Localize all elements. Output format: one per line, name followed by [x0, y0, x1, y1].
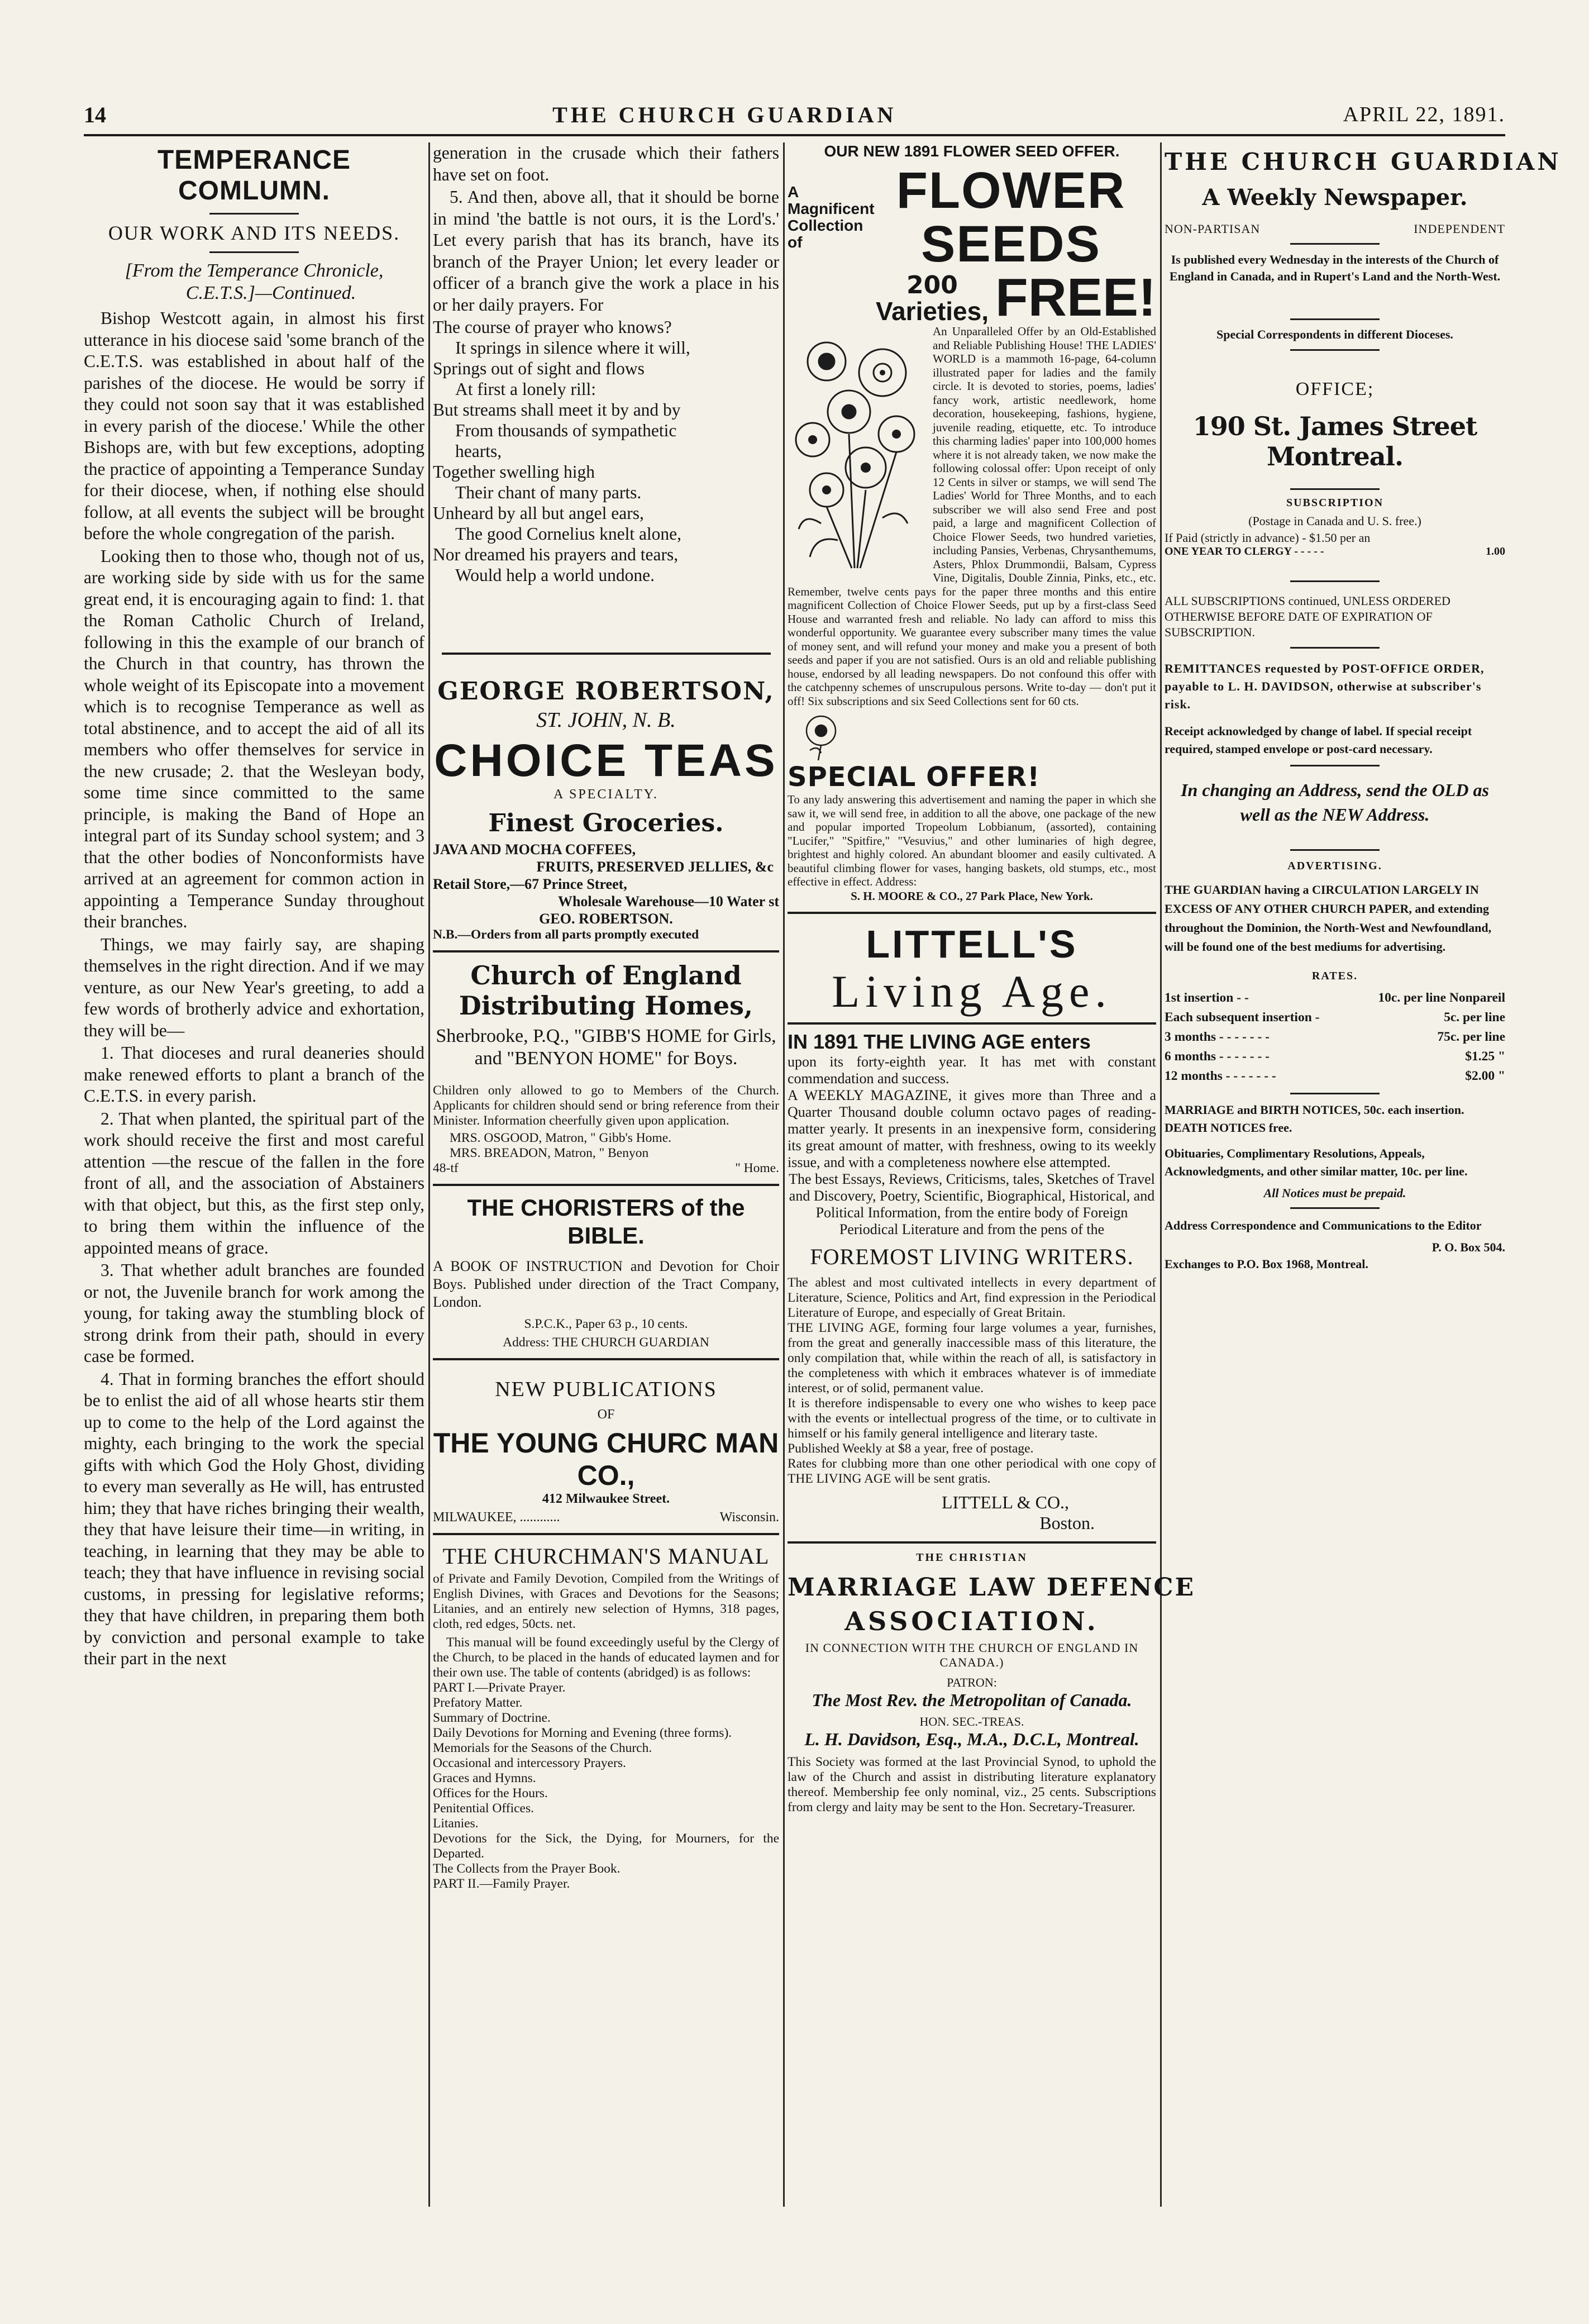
divider: [1290, 349, 1380, 351]
divider: [1290, 488, 1380, 490]
ad-text: Sherbrooke, P.Q., "GIBB'S HOME for Girls, and "BENYON HOME" for Boys.: [436, 1026, 776, 1069]
publication-info: Is published every Wednesday in the interests of the Church of England in Canada, and in Rupert's Land and the North-West.: [1169, 253, 1501, 283]
rate-label: Each subsequent insertion -: [1165, 1010, 1320, 1025]
ad-text: Children only allowed to go to Members of the Church. Applicants for children should send or bring reference from their Minister. Information cheerfully given upon application.: [433, 1083, 779, 1128]
divider: [1290, 1207, 1380, 1209]
divider: [1290, 318, 1380, 320]
article-paragraph: 2. That when planted, the spiritual part of the work should receive the first and most careful attention —the rescue of the fallen in the fore front of all, and the association of Abstainers with that object, but this, as the first step only, to bring them within the influence of the appointed means of grace.: [84, 1108, 424, 1258]
rate-label: 3 months - - - - - - -: [1165, 1030, 1270, 1044]
advertiser-name: GEORGE ROBERTSON,: [437, 677, 775, 706]
ad-headline: FOREMOST LIVING WRITERS.: [810, 1244, 1134, 1269]
rates-label: RATES.: [1311, 970, 1358, 982]
ad-text: It is therefore indispensable to every one who wishes to keep pace with the events or intellectual progress of the time, or to cultivate in himself or his family general intelligence and literary taste.: [788, 1396, 1156, 1441]
poem-line: The course of prayer who knows?: [433, 317, 672, 337]
ad-headline-free: FREE!: [995, 268, 1156, 327]
ad-text: IN CONNECTION WITH THE CHURCH OF ENGLAND IN CANADA.): [805, 1640, 1139, 1669]
ad-text: Published Weekly at $8 a year, free of postage.: [788, 1441, 1034, 1456]
temperance-subheading: OUR WORK AND ITS NEEDS.: [108, 222, 400, 244]
ad-line: Retail Store,—67 Prince Street,: [433, 876, 627, 892]
ad-address: S. H. MOORE & CO., 27 Park Place, New York.: [851, 889, 1093, 903]
paper-name: THE CHURCH GUARDIAN: [1165, 148, 1562, 175]
rate-row: [1165, 1008, 1505, 1027]
poem: [433, 317, 779, 585]
contents-item: Memorials for the Seasons of the Church.: [433, 1741, 652, 1755]
ad-text: This Society was formed at the last Provincial Synod, to uphold the law of the Church and assist in distributing literature explanatory thereof. Membership fee only nominal, viz., 25 cents. Subscriptions from clergy and laity may be sent to the Hon. Secretary-Treasurer.: [788, 1754, 1156, 1815]
temperance-heading: TEMPERANCE COMLUMN.: [157, 145, 351, 206]
nonpartisan-label: NON-PARTISAN: [1165, 222, 1261, 236]
obituary-rates: Obituaries, Complimentary Resolutions, Appeals, Acknowledgments, and other similar matter, 10c. per line.: [1165, 1146, 1468, 1178]
poem-line: Unheard by all but angel ears,: [433, 503, 644, 523]
column-rule: [783, 142, 785, 2207]
ad-line: GEO. ROBERTSON.: [539, 911, 673, 927]
ad-text: Address: THE CHURCH GUARDIAN: [503, 1335, 709, 1350]
ad-text: This manual will be found exceedingly useful by the Clergy of the Church, to be placed in the hands of educated laymen and for their own use. The table of contents (abridged) is as follows:: [433, 1635, 779, 1680]
office-label: OFFICE;: [1295, 379, 1375, 399]
ad-body: To any lady answering this advertisement and naming the paper in which she saw it, we will send free, in addition to all the above, one package of the new and popular imported Tropeolum Lobbianum, (assorted), containing "Lucifer," "Spitfire," "Vesuvius," and other luminaries of high degree, brightest and highly colored. An abundant bloomer and easily cultivated. A beautiful climbing flower for vases, hanging baskets, old stumps, etc., most effective in effect. Address:: [788, 793, 1156, 888]
divider: [788, 1541, 1156, 1544]
clergy-rate-label: ONE YEAR TO CLERGY - - - - -: [1165, 545, 1324, 558]
ad-text: upon its forty-eighth year. It has met with constant commendation and success.: [788, 1053, 1156, 1087]
ad-text: THE LIVING AGE, forming four large volumes a year, furnishes, from the great and generally inaccessible mass of this literature, the only compilation that, while within the reach of all, is satisfactory in the completeness with which it embraces whatever is of immediate interest, or of solid, permanent value.: [788, 1320, 1156, 1396]
address-change-note: In changing an Address, send the OLD as well as the NEW Address.: [1181, 780, 1489, 825]
divider: [433, 1358, 779, 1360]
rate-label: 1st insertion - -: [1165, 990, 1249, 1005]
masthead: [84, 95, 1505, 136]
ad-label: HON. SEC.-TREAS.: [919, 1714, 1024, 1728]
ad-text: Varieties,: [875, 297, 989, 326]
poem-line: It springs in silence where it will,: [455, 338, 690, 358]
ad-headline: CHOICE TEAS: [434, 735, 778, 786]
ad-headline: MARRIAGE LAW DEFENCE: [788, 1573, 1195, 1602]
column-rule: [428, 142, 430, 2207]
contents-item: Prefatory Matter.: [433, 1696, 523, 1710]
ad-text: THE CHRISTIAN: [916, 1551, 1028, 1564]
temperance-article: [84, 308, 424, 1670]
ad-text: MRS. BREADON, Matron, " Benyon: [450, 1146, 649, 1160]
publications-ad: [433, 1377, 779, 1525]
column-rule: [1160, 142, 1162, 2207]
divider: [1290, 765, 1380, 766]
ad-text: L. H. Davidson, Esq., M.A., D.C.L, Montreal.: [804, 1728, 1139, 1749]
poem-line: The good Cornelius knelt alone,: [455, 524, 682, 544]
ad-count: 200: [906, 271, 958, 299]
contents-list: [433, 1680, 779, 1892]
ad-text: A WEEKLY MAGAZINE, it gives more than Three and a Quarter Thousand double column octavo pages of reading-matter yearly. It presents in an inexpensive form, considering its great amount of matter, with freshness, owing to its weekly issue, and with a completeness nowhere else attempted.: [788, 1087, 1156, 1170]
office-address: 190 St. James Street Montreal.: [1192, 411, 1477, 472]
ad-headline: LITTELL'S: [866, 922, 1078, 966]
rate-label: 6 months - - - - - - -: [1165, 1049, 1270, 1064]
flower-seed-ad: [788, 142, 1156, 904]
rate-row: [1165, 1027, 1505, 1047]
ad-text: MILWAUKEE, ............: [433, 1510, 560, 1525]
ad-signature: LITTELL & CO.,: [941, 1492, 1070, 1512]
divider: [1290, 243, 1380, 245]
article-paragraph: Bishop Westcott again, in almost his first utterance in his diocese said 'some branch of the C.E.T.S. was established in about half of the parishes of the diocese. He would be sorry if they could not soon say that it was established in every parish of the diocese.' While the other Bishops are, with but few exceptions, adopting the practice of appointing a Temperance Sunday for their diocese, when, if nothing else should follow, at all events the subject will be brought before the whole congregation of the parish.: [84, 308, 424, 543]
ad-code: 48-tf: [433, 1161, 459, 1175]
article-paragraph: 3. That whether adult branches are founded or not, the Juvenile branch for work among the young, for taking away the stumbling block of strong drink from their path, should in every case be formed.: [84, 1260, 424, 1366]
poem-line: Springs out of sight and flows: [433, 359, 645, 378]
rate-value: $2.00 ": [1465, 1069, 1505, 1083]
ad-text: OF: [597, 1407, 615, 1422]
advertising-info: THE GUARDIAN having a CIRCULATION LARGELY IN EXCESS OF ANY OTHER CHURCH PAPER, and extending throughout the Dominion, the North-West and Newfoundland, will be found one of the best mediums for advertising.: [1165, 883, 1492, 954]
poem-line: Their chant of many parts.: [455, 483, 642, 502]
flower-bouquet-illustration: [788, 328, 927, 574]
ad-headline: ASSOCIATION.: [844, 1606, 1099, 1636]
manual-ad: [433, 1543, 779, 1892]
contents-item: PART II.—Family Prayer.: [433, 1877, 570, 1891]
poem-line: Would help a world undone.: [455, 565, 655, 585]
rates-table: [1165, 988, 1505, 1086]
rate-label: 12 months - - - - - - -: [1165, 1069, 1276, 1083]
rate-value: 5c. per line: [1444, 1010, 1505, 1025]
littell-ad: [788, 922, 1156, 1534]
article-paragraph: Looking then to those who, though not of us, are working side by side with us for the same great end, it is encouraging again to find: 1. that the Roman Catholic Church of Ireland, following in this the example of our branch of the Church in that country, has thrown the whole weight of its Episcopate into a movement which is to recognise Temperance as well as total abstinence, and to accept the aid of all its members who offer themselves for service in the new crusade; 2. that the Wesleyan body, some time since committed to the same principle, is making the Band of Hope an integral part of its Sunday school system; and 3 that the other bodies of Nonconformists have arrived at an agreement for common action in appointing a Temperance Sunday throughout their branches.: [84, 546, 424, 931]
contents-item: Summary of Doctrine.: [433, 1711, 551, 1725]
ad-body: An Unparalleled Offer by an Old-Established and Reliable Publishing House! THE LADIES' WORLD is a mammoth 16-page, 64-column illustrated paper for ladies and the family circle. It is devoted to stories, poems, ladies' fancy work, artistic needlework, home decoration, housekeeping, fashions, hygiene, juvenile reading, etiquette, etc. To introduce this charming ladies' paper into 100,000 homes where it is not already taken, we now make the following colossal offer: Upon receipt of only 12 Cents in silver or stamps, we will send The Ladies' World for Three Months, and to each subscriber we will also send Free and post paid, a large and magnificent Collection of Choice Flower Seeds, two hundred varieties, including Pansies, Verbenas, Chrysanthemums, Asters, Phlox Drummondii, Balsam, Cypress Vine, Digitalis, Double Zinnia, Pinks, etc., etc. Remember, twelve cents pays for the paper three months and this entire magnificent Collection of Choice Flower Seeds, put up by a first-class Seed House and warranted fresh and reliable. No lady can afford to miss this wonderful opportunity. We guarantee every subscriber many times the value of money sent, and will refund your money and make you a present of both seeds and paper if you are not satisfied. Ours is an old and reliable publishing house, endorsed by all leading newspapers. Do not confound this offer with the catchpenny schemes of unscrupulous persons. Write to-day — don't put it off! Six subscriptions and six Seed Collections sent for 60 cts.: [788, 325, 1156, 708]
contents-item: Litanies.: [433, 1816, 479, 1831]
po-box: P. O. Box 504.: [1431, 1240, 1505, 1254]
column-three: [788, 142, 1195, 2207]
divider: [433, 1533, 779, 1535]
correspondence-address: Address Correspondence and Communications to the Editor: [1165, 1218, 1482, 1232]
ad-headline: FLOWER SEEDS: [896, 162, 1126, 273]
divider: [433, 950, 779, 953]
contents-item: Graces and Hymns.: [433, 1771, 536, 1785]
poem-line: From thousands of sympathetic: [455, 421, 677, 440]
divider: [1290, 1093, 1380, 1094]
rate-value: $1.25 ": [1465, 1049, 1505, 1064]
ad-text: " Home.: [735, 1161, 779, 1175]
receipt-info: Receipt acknowledged by change of label. If special receipt required, stamped envelope or post-card necessary.: [1165, 724, 1472, 756]
divider: [209, 213, 299, 215]
ad-text: The Most Rev. the Metropolitan of Canada.: [812, 1689, 1132, 1710]
article-paragraph: 1. That dioceses and rural deaneries should make renewed efforts to plant a branch of the C.E.T.S. in every parish.: [84, 1043, 424, 1106]
ad-headline: NEW PUBLICATIONS: [495, 1378, 717, 1401]
column-four: [1165, 142, 1562, 2207]
ad-line: FRUITS, PRESERVED JELLIES, &c: [536, 859, 774, 875]
marriage-law-ad: [788, 1551, 1195, 1815]
divider: [1290, 647, 1380, 649]
rate-value: 75c. per line: [1437, 1030, 1505, 1044]
contents-item: Occasional and intercessory Prayers.: [433, 1756, 626, 1770]
contents-item: Daily Devotions for Morning and Evening (three forms).: [433, 1726, 732, 1740]
rate-value: 10c. per line Nonpareil: [1378, 990, 1505, 1005]
subscription-terms: ALL SUBSCRIPTIONS continued, UNLESS ORDERED OTHERWISE BEFORE DATE OF EXPIRATION OF SUBSCRIPTION.: [1165, 594, 1450, 639]
ad-line: JAVA AND MOCHA COFFEES,: [433, 841, 636, 858]
ad-label: PATRON:: [947, 1675, 997, 1689]
ad-headline: Living Age.: [832, 965, 1112, 1017]
ad-headline: THE YOUNG CHURC MAN CO.,: [433, 1427, 779, 1491]
ad-text: S.P.C.K., Paper 63 p., 10 cents.: [524, 1317, 688, 1331]
divider: [433, 1184, 779, 1186]
clergy-rate-value: 1.00: [1486, 545, 1505, 558]
independent-label: INDEPENDENT: [1414, 222, 1505, 236]
special-offer-heading: SPECIAL OFFER!: [788, 761, 1041, 793]
ad-headline: Church of England Distributing Homes,: [459, 960, 753, 1021]
poem-line: But streams shall meet it by and by: [433, 400, 681, 420]
ad-offer-line: OUR NEW 1891 FLOWER SEED OFFER.: [824, 142, 1120, 160]
divider: [209, 251, 299, 253]
ad-text: MRS. OSGOOD, Matron, " Gibb's Home.: [450, 1131, 672, 1145]
prepaid-note: All Notices must be prepaid.: [1263, 1186, 1406, 1200]
ad-lead: IN 1891 THE LIVING AGE enters: [788, 1030, 1091, 1053]
ad-text: 412 Milwaukee Street.: [542, 1492, 670, 1506]
divider: [788, 912, 1156, 914]
divider: [442, 653, 771, 655]
robertson-ad: [433, 677, 779, 942]
issue-date: APRIL 22, 1891.: [1343, 103, 1505, 126]
correspondents-info: Special Correspondents in different Dioceses.: [1216, 327, 1453, 341]
poem-line: At first a lonely rill:: [455, 379, 596, 399]
ad-text: A BOOK OF INSTRUCTION and Devotion for Choir Boys. Published under direction of the Tract Company, London.: [433, 1258, 779, 1310]
ad-subheadline: Finest Groceries.: [488, 809, 724, 837]
paper-title: THE CHURCH GUARDIAN: [552, 102, 897, 127]
advertising-label: ADVERTISING.: [1287, 860, 1382, 872]
exchanges-address: Exchanges to P.O. Box 1968, Montreal.: [1165, 1257, 1368, 1271]
ad-line: Wholesale Warehouse—10 Water st: [557, 893, 779, 909]
article-paragraph: 4. That in forming branches the effort should be to enlist the aid of all whose hearts stir them up to come to the help of the Lord against the mighty, each bringing to the work the special gifts with which God the Holy Ghost, dividing to every man severally as He will, has entrusted him; they that have riches bringing their wealth, they that have leisure their time—in writing, in teaching, in learning that they may be able to teach; they that have influence in revising social customs, in pressing for legislative reforms; they that have children, in preparing them both by conviction and personal example to take their part in the next: [84, 1369, 424, 1668]
article-paragraph: 5. And then, above all, that it should be borne in mind 'the battle is not ours, it is the Lord's.' Let every parish that has its branch, have its branch of the Prayer Union; let every leader or officer of a branch give the work a place in his or her daily prayers. For: [433, 187, 779, 315]
contents-item: Devotions for the Sick, the Dying, for Mourners, for the Departed.: [433, 1831, 779, 1861]
paper-tagline: A Weekly Newspaper.: [1202, 184, 1468, 211]
article-continuation: [433, 142, 779, 316]
ad-subline: A SPECIALTY.: [553, 787, 659, 802]
poem-line: Nor dreamed his prayers and tears,: [433, 545, 679, 564]
rate-row: [1165, 1066, 1505, 1086]
continuation-text: generation in the crusade which their fathers have set on foot.: [433, 143, 779, 184]
contents-item: The Collects from the Prayer Book.: [433, 1861, 621, 1876]
postage-note: (Postage in Canada and U. S. free.): [1248, 514, 1421, 528]
column-two: [433, 142, 779, 2207]
contents-item: Penitential Offices.: [433, 1801, 534, 1816]
ad-text: Rates for clubbing more than one other periodical with one copy of THE LIVING AGE will be sent gratis.: [788, 1456, 1156, 1486]
page-number: 14: [84, 102, 106, 127]
divider: [1290, 580, 1380, 582]
ad-signature: Boston.: [1039, 1512, 1095, 1533]
subscription-label: SUBSCRIPTION: [1286, 497, 1384, 509]
divider: [788, 1022, 1156, 1025]
article-paragraph: Things, we may fairly say, are shaping themselves in the right direction. And if we may venture, as our New Year's greeting, to add a few words of brotherly advice and exhortation, they will be—: [84, 934, 424, 1040]
homes-ad: [433, 960, 779, 1176]
choristers-ad: [433, 1194, 779, 1350]
notices-rates: MARRIAGE and BIRTH NOTICES, 50c. each insertion. DEATH NOTICES free.: [1165, 1103, 1464, 1135]
poem-line: hearts,: [455, 441, 502, 461]
ad-text: A Magnificent Collection of: [788, 183, 875, 251]
rate-row: [1165, 988, 1505, 1008]
contents-item: Offices for the Hours.: [433, 1786, 548, 1801]
ad-text: The best Essays, Reviews, Criticisms, tales, Sketches of Travel and Discovery, Poetry, Scientific, Biographical, Historical, and Political Information, from the entire body of Foreign Periodical Literature and from the pens of the: [789, 1170, 1155, 1237]
remittance-info: REMITTANCES requested by POST-OFFICE ORDER, payable to L. H. DAVIDSON, otherwise at subscriber's risk.: [1165, 661, 1485, 711]
column-temperance: [84, 142, 424, 2207]
ad-text: Wisconsin.: [719, 1510, 779, 1525]
ad-headline: THE CHURCHMAN'S MANUAL: [442, 1544, 770, 1569]
source-line: C.E.T.S.]—Continued.: [185, 283, 356, 303]
rate-row: [1165, 1047, 1505, 1066]
ad-text: The ablest and most cultivated intellects in every department of Literature, Science, Politics and Art, find expression in the Periodical Literature of Europe, and especially of Great Britain.: [788, 1275, 1156, 1320]
divider: [1290, 849, 1380, 851]
subscription-price: If Paid (strictly in advance) - $1.50 per an: [1165, 531, 1371, 545]
poem-line: Together swelling high: [433, 462, 595, 482]
ad-line: N.B.—Orders from all parts promptly executed: [433, 927, 699, 942]
source-line: [From the Temperance Chronicle,: [125, 260, 384, 281]
advertiser-place: ST. JOHN, N. B.: [536, 708, 676, 732]
contents-item: PART I.—Private Prayer.: [433, 1680, 566, 1695]
ad-headline: THE CHORISTERS of the BIBLE.: [467, 1194, 745, 1249]
flower-sprig-icon: [788, 711, 855, 761]
ad-text: of Private and Family Devotion, Compiled from the Writings of English Divines, with Graces and Devotions for the Seasons; Litanies, and an entirely new selection of Hymns, 318 pages, cloth, red edges, 50cts. net.: [433, 1571, 779, 1631]
